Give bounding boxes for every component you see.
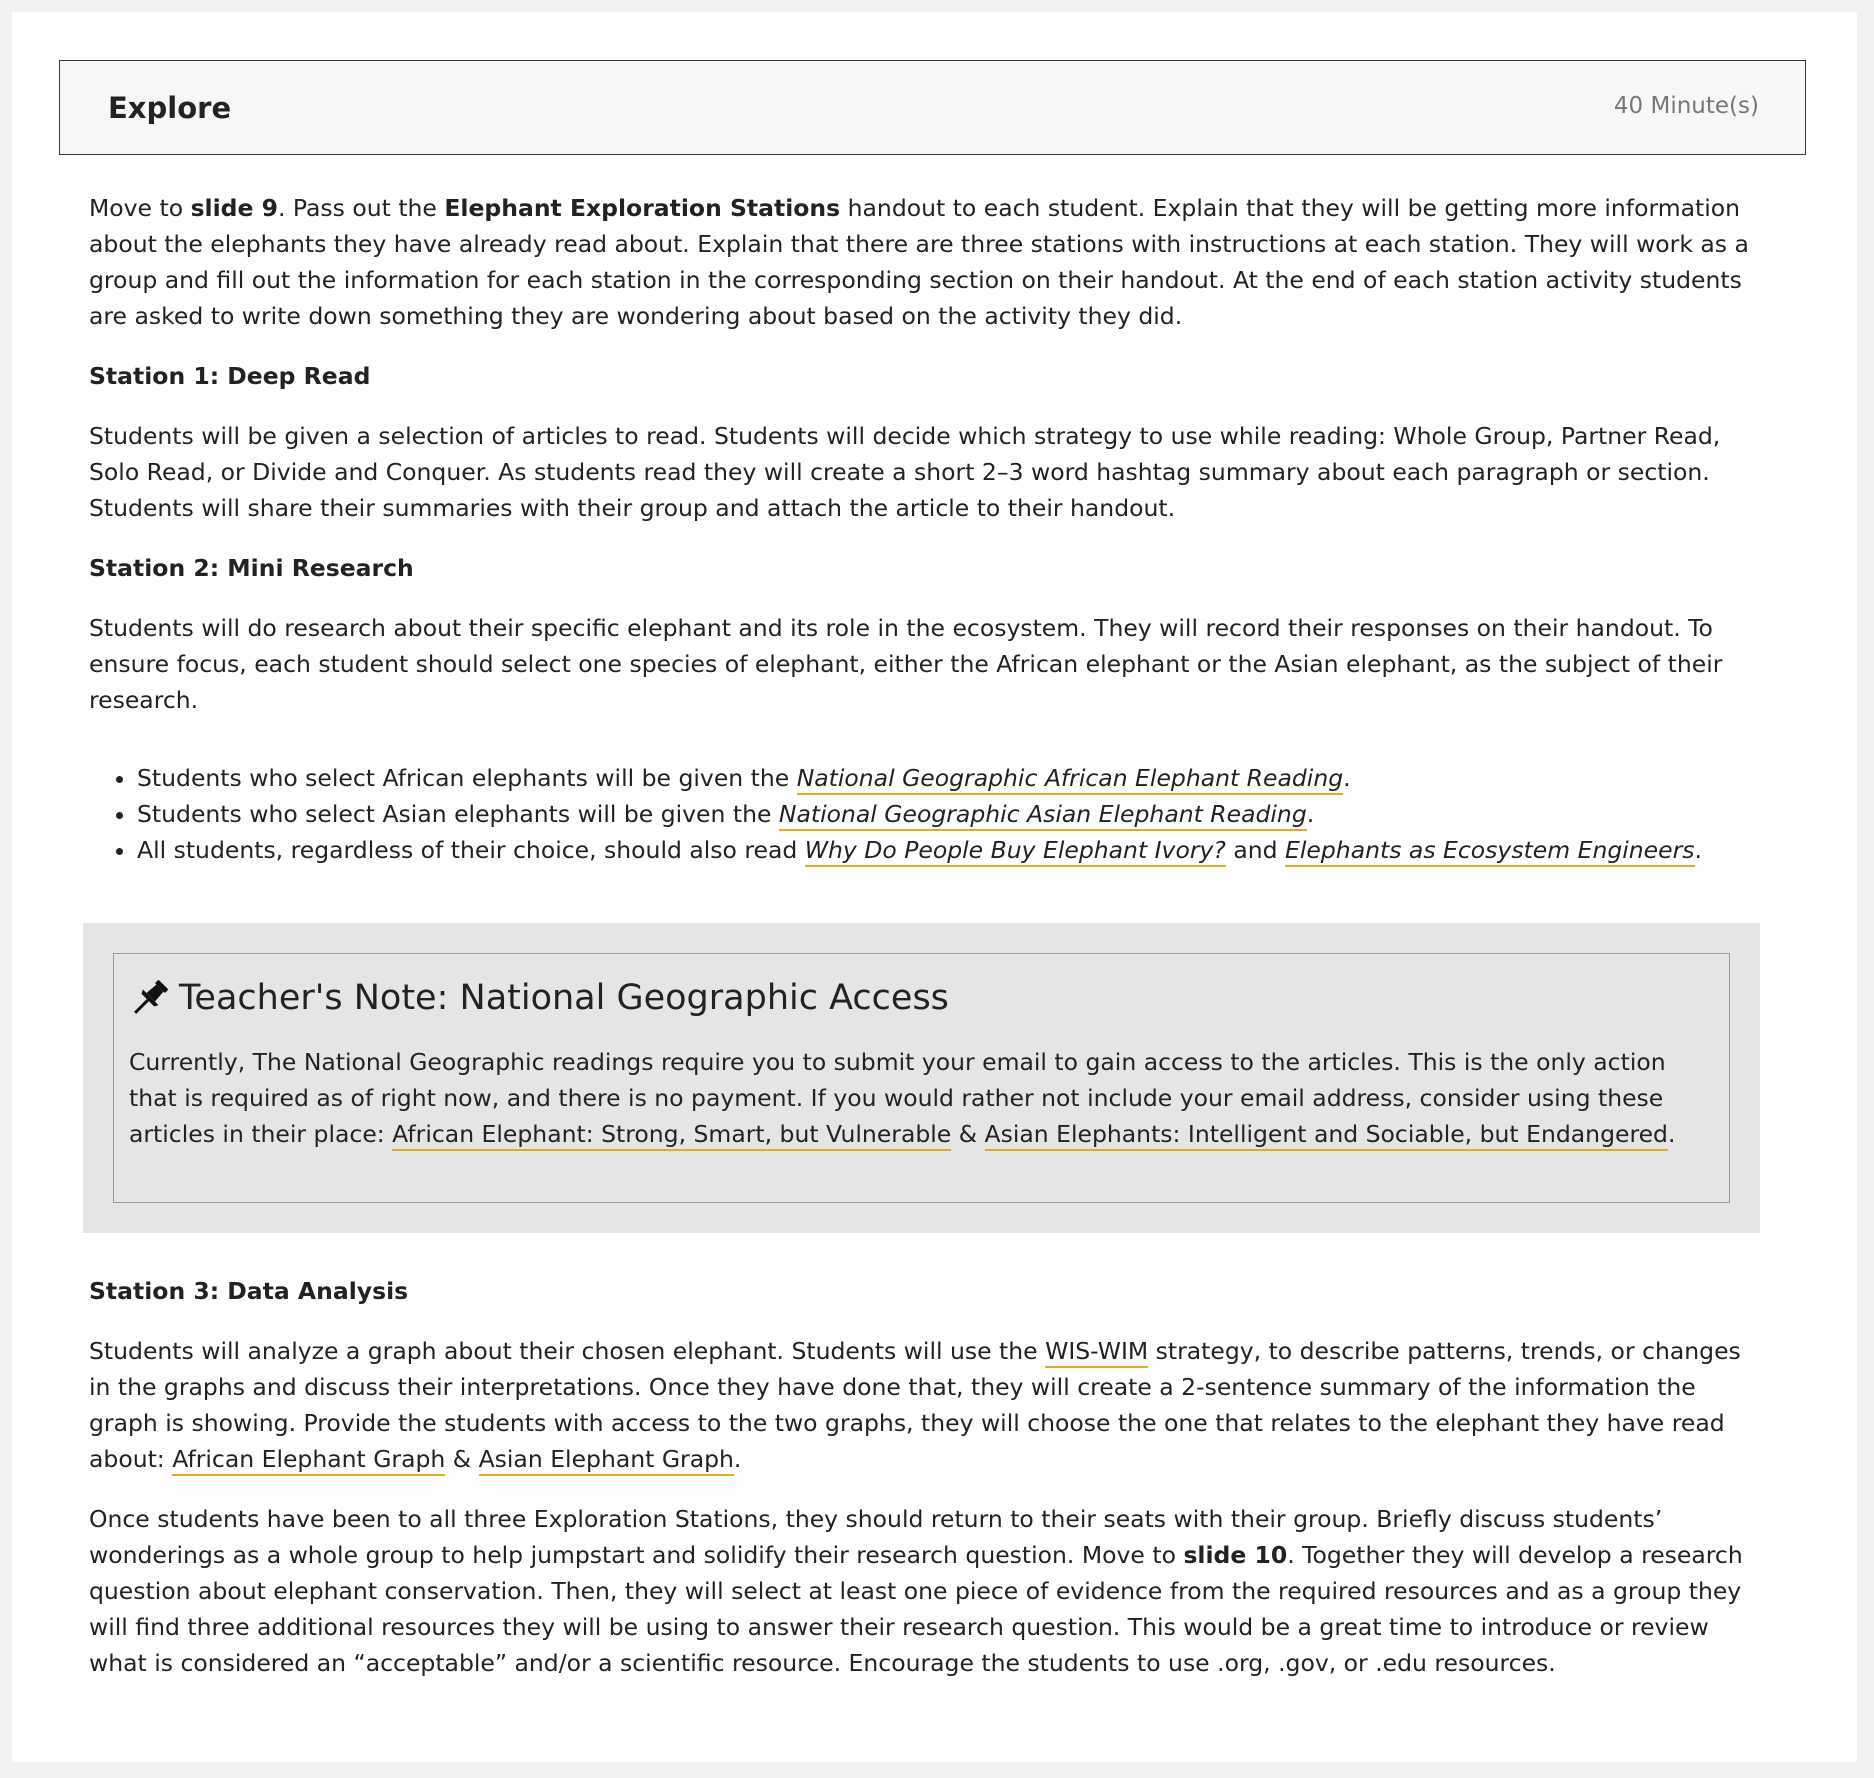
african-reading-link[interactable]: National Geographic African Elephant Reading xyxy=(797,764,1343,795)
note-text: & xyxy=(951,1120,985,1148)
intro-paragraph xyxy=(89,190,1764,334)
teacher-note-title xyxy=(129,976,1714,1020)
slide-reference: slide 9 xyxy=(190,194,278,222)
station3-body: . xyxy=(733,1445,742,1473)
station2-text: Students will do research about their specific elephant and its role in the ecosystem. They will record their responses on their handout. To ensure focus, each student should select one species of elephant, either the African elephant or the Asian elephant, as the subject of their research. xyxy=(89,614,1723,714)
handout-name: Elephant Exploration Stations xyxy=(444,194,841,222)
note-text: Currently, The National Geographic readings require you to submit your email to gain access to the articles. This is the only action that is required as of right now, and there is no payment. If you would rather not include your email address, consider using these articles in their place: xyxy=(129,1048,1666,1148)
list-item-text: . xyxy=(1306,800,1315,828)
teacher-note xyxy=(83,923,1760,1233)
ecosystem-engineers-link[interactable]: Elephants as Ecosystem Engineers xyxy=(1285,836,1694,867)
list-item-text: Students who select African elephants will be given the xyxy=(137,764,797,792)
station2-heading: Station 2: Mini Research xyxy=(89,554,414,582)
intro-text: Move to xyxy=(89,194,191,222)
station3-body: Students will analyze a graph about their chosen elephant. Students will use the xyxy=(89,1337,1046,1365)
teacher-note-body xyxy=(129,1044,1714,1152)
list-item xyxy=(137,760,1764,796)
station3-text xyxy=(89,1333,1764,1477)
station1-text: Students will be given a selection of articles to read. Students will decide which strategy to use while reading: Whole Group, Partner Read, Solo Read, or Divide and Conquer. As students read they will create a short 2–3 word hashtag summary about each paragraph or section. Students will share their summaries with their group and attach the article to their handout. xyxy=(89,422,1721,522)
asian-reading-link[interactable]: National Geographic Asian Elephant Reading xyxy=(779,800,1307,831)
asian-alt-article-link[interactable]: Asian Elephants: Intelligent and Sociable, but Endangered xyxy=(985,1120,1668,1151)
asian-graph-link[interactable]: Asian Elephant Graph xyxy=(479,1445,734,1476)
note-text: . xyxy=(1667,1120,1676,1148)
section-title: Explore xyxy=(108,91,232,125)
pushpin-icon xyxy=(129,977,171,1019)
african-alt-article-link[interactable]: African Elephant: Strong, Smart, but Vulnerable xyxy=(392,1120,951,1151)
section-duration: 40 Minute(s) xyxy=(1613,93,1759,119)
list-item-text: All students, regardless of their choice, should also read xyxy=(137,836,805,864)
intro-text: handout to each student. Explain that they will be getting more information about the elephants they have already read about. Explain that there are three stations with instructions at each station. They will work as a group and fill out the information for each station in the corresponding section on their handout. At the end of each station activity students are asked to write down something they are wondering about based on the activity they did. xyxy=(89,194,1749,330)
closing-text: . Together they will develop a research question about elephant conservation. Then, they will select at least one piece of evidence from the required resources and as a group they will find three additional resources they will be using to answer their research question. This would be a great time to introduce or review what is considered an “acceptable” and/or a scientific resource. Encourage the students to use .org, .gov, or .edu resources. xyxy=(89,1541,1743,1677)
teacher-note-box xyxy=(113,953,1730,1203)
list-item xyxy=(137,832,1764,868)
slide-reference: slide 10 xyxy=(1183,1541,1288,1569)
station2-bullet-list xyxy=(89,760,1764,868)
list-item-text: . xyxy=(1694,836,1702,864)
closing-paragraph xyxy=(89,1501,1764,1681)
list-item-text: . xyxy=(1343,764,1351,792)
ivory-article-link[interactable]: Why Do People Buy Elephant Ivory? xyxy=(805,836,1226,867)
list-item-text: and xyxy=(1225,836,1286,864)
station3-heading: Station 3: Data Analysis xyxy=(89,1277,409,1305)
teacher-note-heading: Teacher's Note: National Geographic Access xyxy=(179,978,949,1018)
closing-text: Once students have been to all three Exploration Stations, they should return to their seats with their group. Briefly discuss students’ wonderings as a whole group to help jumpstart and solidify their research question. Move to xyxy=(89,1505,1663,1569)
station1-heading: Station 1: Deep Read xyxy=(89,362,371,390)
intro-text: . Pass out the xyxy=(277,194,445,222)
section-header xyxy=(59,60,1806,155)
list-item xyxy=(137,796,1764,832)
list-item-text: Students who select Asian elephants will be given the xyxy=(137,800,779,828)
station3-body: & xyxy=(445,1445,479,1473)
station3-body: strategy, to describe patterns, trends, or changes in the graphs and discuss their interpretations. Once they have done that, they will create a 2-sentence summary of the information the graph is showing. Provide the students with access to the two graphs, they will choose the one that relates to the elephant they have read about: xyxy=(89,1337,1741,1473)
section-content xyxy=(89,190,1764,1705)
wis-wim-link[interactable]: WIS-WIM xyxy=(1045,1337,1148,1368)
african-graph-link[interactable]: African Elephant Graph xyxy=(172,1445,445,1476)
